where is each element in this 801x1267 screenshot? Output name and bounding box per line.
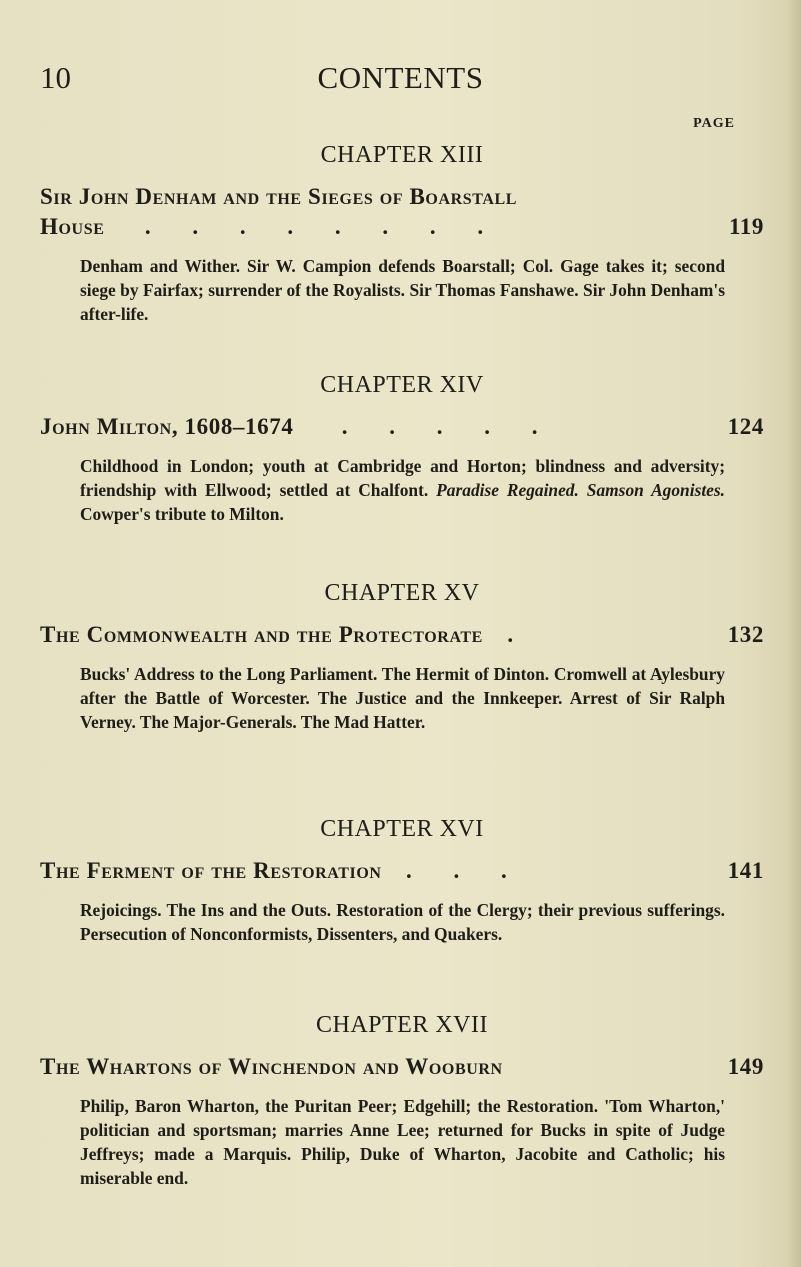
chapter-summary: Bucks' Address to the Long Parliament. The Hermit of Dinton. Cromwell at Aylesbury after the Battle of Worcester. The Justice and the Innkeeper. Arrest of Sir Ralph Verney. The Major-Generals. The Mad Hatter. [80,664,725,732]
chapter-heading: CHAPTER XV [324,580,480,606]
chapter-title-entry [40,412,764,442]
page-ref: 119 [728,214,764,239]
page-ref: 149 [727,1054,764,1079]
chapter-15 [40,578,764,734]
chapter-13 [40,140,764,326]
chapter-16 [40,814,764,946]
summary-text-continued: Cowper's tribute to Milton. [80,504,284,524]
chapter-title-line [40,620,764,650]
chapter-summary: Philip, Baron Wharton, the Puritan Peer; Edgehill; the Restoration. 'Tom Wharton,' politician and sportsman; marries Anne Lee; returned for Bucks in spite of Judge Jeffreys; made a Marquis. Philip, Duke of Wharton, Jacobite and Catholic; his miserable end. [80,1096,725,1188]
work-title-paradise-regained: Paradise Regained. [436,480,579,500]
chapter-title-line [40,856,764,886]
chapter-heading: CHAPTER XIII [320,142,484,168]
chapter-summary: Denham and Wither. Sir W. Campion defends Boarstall; Col. Gage takes it; second siege by Fairfax; surrender of the Royalists. Sir Thomas Fanshawe. Sir John Denham's after-life. [80,256,725,324]
chapter-title-line2: House [40,214,105,239]
chapter-summary: Rejoicings. The Ins and the Outs. Restoration of the Clergy; their previous sufferings. Persecution of Nonconformists, Dissenters, and Quakers. [80,900,725,944]
chapter-title: The Whartons of Winchendon and Wooburn [40,1054,503,1079]
chapter-title: The Ferment of the Restoration [40,858,382,883]
leader-dots: . . . . . [341,414,556,439]
chapter-summary [80,454,725,526]
chapter-title: John Milton, 1608–1674 [40,414,294,439]
leader-dots: . . . [405,858,525,883]
chapter-title-entry [40,620,764,650]
page-number: 10 [40,60,71,95]
chapter-14 [40,370,764,526]
chapter-title-line [40,1052,764,1082]
leader-dots: . [507,622,532,647]
chapter-title-entry [40,1052,764,1082]
chapter-title-entry [40,182,764,242]
running-head [0,60,801,100]
page-column-label: PAGE [693,116,735,131]
work-title-samson-agonistes: Samson Agonistes. [586,480,725,500]
chapter-title: The Commonwealth and the Protectorate [40,622,483,647]
chapter-17 [40,1010,764,1190]
chapter-heading: CHAPTER XIV [320,372,484,398]
page-edge-shadow [787,0,801,1267]
page-ref: 124 [727,414,764,439]
page-ref: 141 [727,858,764,883]
chapter-title-continued [40,212,764,242]
page-title: CONTENTS [317,60,484,95]
summary-text: Childhood in London; youth at Cambridge and Horton; blindness and adversity; friendship with Ellwood; settled at Chalfont. [80,456,725,500]
page-ref: 132 [727,622,764,647]
chapter-heading: CHAPTER XVII [316,1012,488,1038]
chapter-heading: CHAPTER XVI [320,816,484,842]
chapter-title: Sir John Denham and the Sieges of Boarstall [40,184,518,209]
leader-dots: . . . . . . . . [144,214,502,239]
chapter-title-line [40,412,764,442]
chapter-title-entry [40,856,764,886]
